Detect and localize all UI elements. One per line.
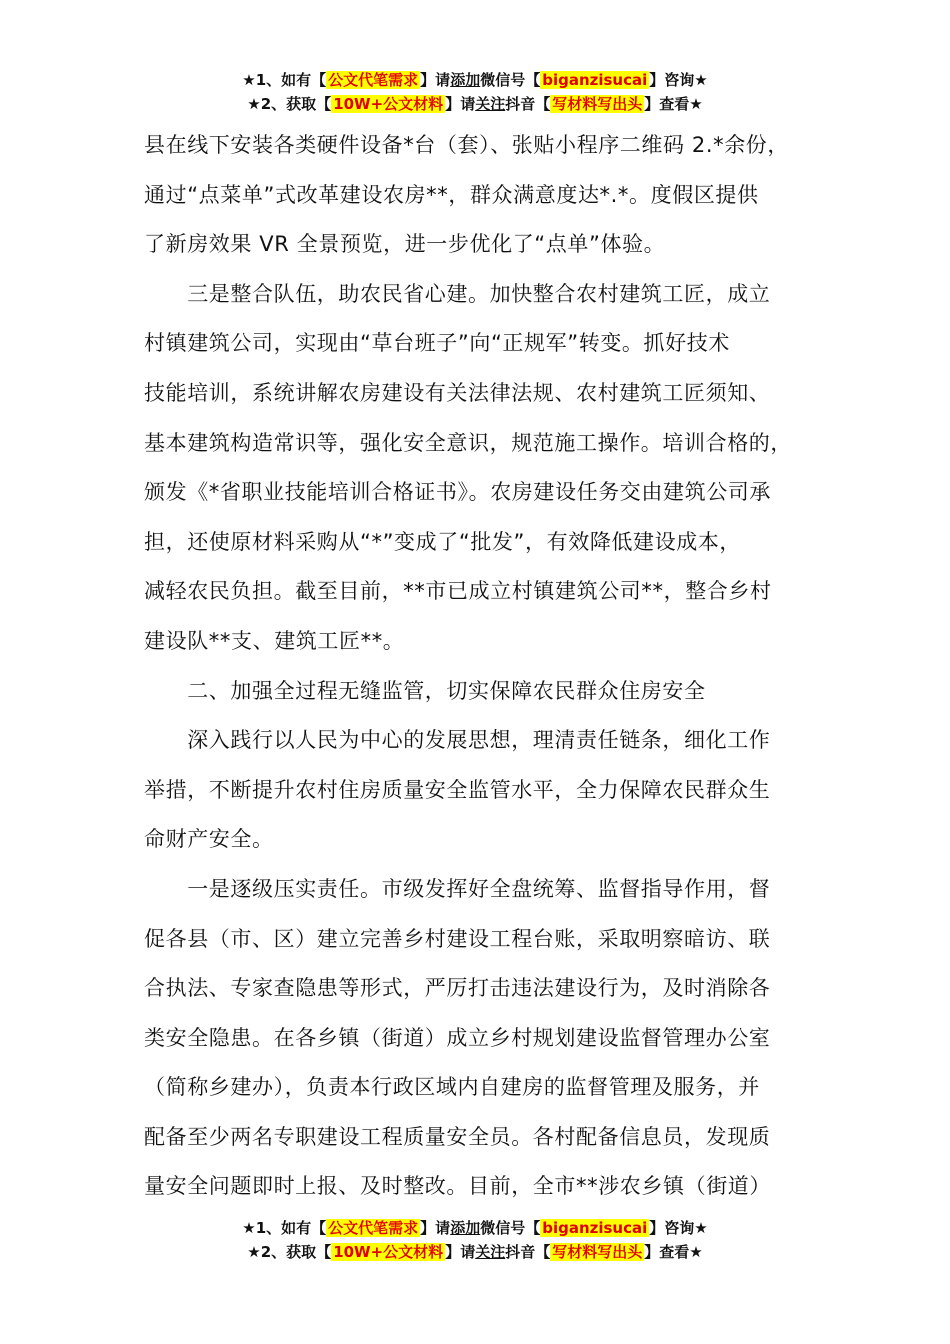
- body-line: 深入践行以人民为中心的发展思想，理清责任链条，细化工作: [144, 728, 771, 753]
- promo-text: 】查看★: [644, 1243, 703, 1261]
- highlight-service: 公文代笔需求: [328, 1219, 419, 1237]
- promo-text: 】查看★: [644, 95, 703, 113]
- body-line: 建设队**支、建筑工匠**。: [144, 628, 405, 653]
- promo-text: ★1、如有【: [242, 71, 327, 89]
- body-line: 担，还使原材料采购从“*”变成了“批发”，有效降低建设成本，: [144, 529, 742, 554]
- promo-text: ★2、获取【: [247, 1243, 332, 1261]
- promo-banner-bottom: [0, 1216, 950, 1264]
- promo-text: 】咨询★: [649, 71, 708, 89]
- document-body: [144, 121, 844, 1212]
- body-line: 类安全隐患。在各乡镇（街道）成立乡村规划建设监督管理办公室: [144, 1025, 771, 1050]
- body-line: 通过“点菜单”式改革建设农房**，群众满意度达*.*。度假区提供: [144, 182, 759, 207]
- body-line: 举措，不断提升农村住房质量安全监管水平，全力保障农民群众生: [144, 777, 771, 802]
- highlight-wechat-id: biganzisucai: [542, 1219, 648, 1237]
- promo-text: 抖音【: [505, 1243, 551, 1261]
- body-line: 基本建筑构造常识等，强化安全意识，规范施工操作。培训合格的，: [144, 430, 792, 455]
- promo-text: ★1、如有【: [242, 1219, 327, 1237]
- promo-underlined-text: 关注: [475, 95, 506, 113]
- section-heading: 二、加强全过程无缝监管，切实保障农民群众住房安全: [144, 678, 706, 703]
- highlight-wechat-id: biganzisucai: [542, 71, 648, 89]
- promo-text: 抖音【: [505, 95, 551, 113]
- body-line: 了新房效果 VR 全景预览，进一步优化了“点单”体验。: [144, 232, 666, 257]
- promo-text: 】咨询★: [649, 1219, 708, 1237]
- body-line: 合执法、专家查隐患等形式，严厉打击违法建设行为，及时消除各: [144, 976, 771, 1001]
- highlight-service: 公文代笔需求: [328, 71, 419, 89]
- promo-underlined-text: 添加: [450, 71, 481, 89]
- promo-text: 】请: [420, 1219, 451, 1237]
- promo-text: 微信号【: [480, 71, 541, 89]
- highlight-douyin-id: 写材料写出头: [552, 95, 643, 113]
- body-line: 促各县（市、区）建立完善乡村建设工程台账，采取明察暗访、联: [144, 926, 771, 951]
- body-line: 命财产安全。: [144, 827, 274, 852]
- promo-text: ★2、获取【: [247, 95, 332, 113]
- body-line: 配备至少两名专职建设工程质量安全员。各村配备信息员，发现质: [144, 1124, 771, 1149]
- promo-line-1: [0, 68, 950, 92]
- body-line: 三是整合队伍，助农民省心建。加快整合农村建筑工匠，成立: [144, 281, 771, 306]
- body-line: 减轻农民负担。截至目前，**市已成立村镇建筑公司**，整合乡村: [144, 579, 772, 604]
- body-line: （简称乡建办），负责本行政区域内自建房的监督管理及服务，并: [144, 1075, 760, 1100]
- promo-line-2: [0, 1240, 950, 1264]
- body-line: 颁发《*省职业技能培训合格证书》。农房建设任务交由建筑公司承: [144, 480, 771, 505]
- promo-text: 】请: [445, 95, 476, 113]
- body-line: 技能培训，系统讲解农房建设有关法律法规、农村建筑工匠须知、: [144, 380, 771, 405]
- promo-line-2: [0, 92, 950, 116]
- highlight-materials: 10W+公文材料: [333, 1243, 444, 1261]
- promo-underlined-text: 添加: [450, 1219, 481, 1237]
- promo-text: 】请: [420, 71, 451, 89]
- body-line: 县在线下安装各类硬件设备*台（套）、张贴小程序二维码 2.*余份，: [144, 133, 790, 157]
- promo-banner-top: [0, 68, 950, 116]
- body-line: 量安全问题即时上报、及时整改。目前，全市**涉农乡镇（街道）: [144, 1174, 771, 1199]
- highlight-materials: 10W+公文材料: [333, 95, 444, 113]
- promo-text: 】请: [445, 1243, 476, 1261]
- body-line: 村镇建筑公司，实现由“草台班子”向“正规军”转变。抓好技术: [144, 331, 730, 356]
- promo-text: 微信号【: [480, 1219, 541, 1237]
- body-line: 一是逐级压实责任。市级发挥好全盘统筹、监督指导作用，督: [144, 876, 771, 901]
- promo-underlined-text: 关注: [475, 1243, 506, 1261]
- highlight-douyin-id: 写材料写出头: [552, 1243, 643, 1261]
- promo-line-1: [0, 1216, 950, 1240]
